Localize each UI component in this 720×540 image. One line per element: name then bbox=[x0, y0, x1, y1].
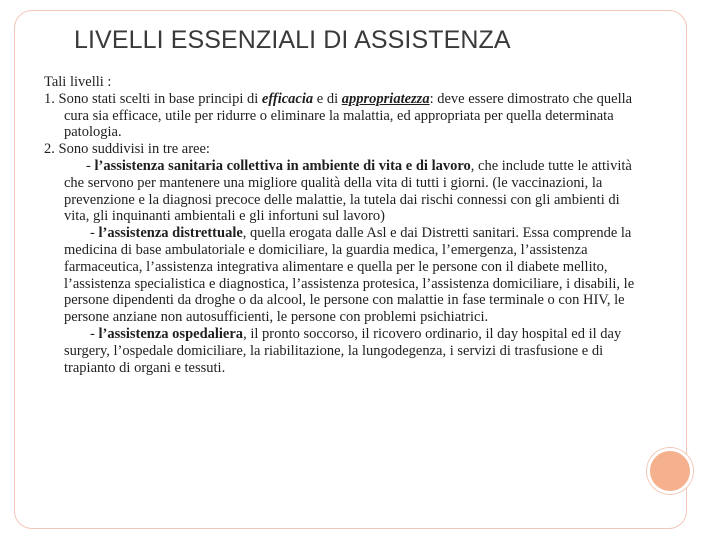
area-dash: - bbox=[90, 325, 99, 342]
item1-prefix: 1. Sono stati scelti in base principi di bbox=[44, 90, 262, 107]
area-name: l’assistenza distrettuale bbox=[98, 225, 243, 242]
area-distrettuale bbox=[44, 225, 644, 326]
area-name: l’assistenza sanitaria collettiva in ambiente di vita e di lavoro bbox=[94, 157, 471, 174]
intro-line: Tali livelli : bbox=[44, 74, 112, 90]
area-dash: - bbox=[86, 157, 95, 174]
area-name: l’assistenza ospedaliera bbox=[98, 325, 244, 342]
decorative-circle bbox=[647, 448, 693, 494]
area-dash: - bbox=[90, 225, 99, 242]
term-appropriatezza: appropriatezza bbox=[341, 90, 430, 107]
list-item-1 bbox=[44, 91, 644, 141]
slide-body bbox=[44, 74, 644, 376]
area-desc: , che include tutte le attività che servono per mantenere una migliore qualità della vita di tutti i giorni. (le vaccinazioni, la prevenzione e la diagnosi precoce delle malattie, la tutela dai rischi connessi con gli ambienti di vita, gli inquinanti ambientali e gli infortuni sul lavoro) bbox=[64, 157, 632, 225]
area-ospedaliera bbox=[44, 326, 644, 376]
area-desc: , quella erogata dalle Asl e dai Distretti sanitari. Essa comprende la medicina di base ambulatoriale e domiciliare, la guardia medica, l’emergenza, l’assistenza farmaceutica, l’assistenza integrativa alimentare e quella per le persone con il diabete mellito, l’assistenza specialistica e diagnostica, l’assistenza protesica, l’assistenza domiciliare, i disabili, le persone dipendenti da droghe o da alcool, le persone con malattie in fase terminale o con HIV, le persone anziane non autosufficienti, le persone con problemi psichiatrici. bbox=[64, 225, 635, 326]
page-title: LIVELLI ESSENZIALI DI ASSISTENZA bbox=[74, 26, 511, 54]
term-efficacia: efficacia bbox=[261, 90, 314, 107]
item1-suffix: : deve essere dimostrato che quella cura sia efficace, utile per ridurre o eliminare la malattia, ed appropriata per quella determinata patologia. bbox=[64, 90, 633, 141]
list-item-2: 2. Sono suddivisi in tre aree: bbox=[44, 141, 210, 158]
item1-mid: e di bbox=[313, 90, 342, 107]
area-desc: , il pronto soccorso, il ricovero ordinario, il day hospital ed il day surgery, l’ospedale domiciliare, la riabilitazione, la lungodegenza, i servizi di trasfusione e di trapianto di organi e tessuti. bbox=[64, 325, 622, 376]
area-collettiva bbox=[44, 158, 644, 225]
